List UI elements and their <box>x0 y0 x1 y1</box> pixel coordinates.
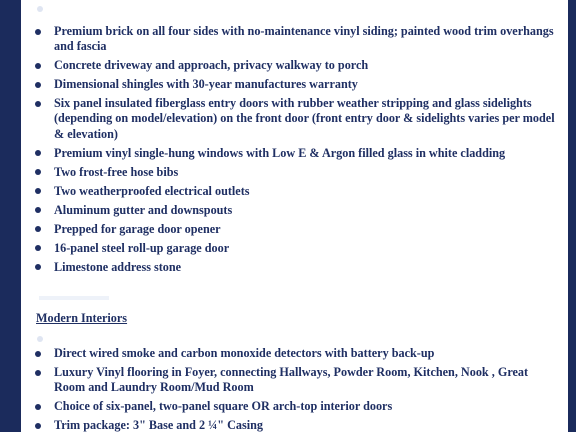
bullet-icon <box>35 63 41 69</box>
interior-features-list <box>33 346 558 432</box>
bullet-icon <box>35 264 41 270</box>
list-item: Dimensional shingles with 30-year manufactures warranty <box>33 77 558 92</box>
list-item: Two weatherproofed electrical outlets <box>33 184 558 199</box>
faint-bullet-mark <box>37 6 43 12</box>
list-item: 16-panel steel roll-up garage door <box>33 241 558 256</box>
section-heading-interiors: Modern Interiors <box>36 311 128 325</box>
list-item: Direct wired smoke and carbon monoxide detectors with battery back-up <box>33 346 558 361</box>
bullet-icon <box>35 101 41 107</box>
features-document <box>33 0 558 432</box>
page-border-left <box>0 0 21 432</box>
bullet-icon <box>35 207 41 213</box>
bullet-icon <box>35 188 41 194</box>
list-item: Aluminum gutter and downspouts <box>33 203 558 218</box>
list-item: Choice of six-panel, two-panel square OR arch-top interior doors <box>33 399 558 414</box>
bullet-icon <box>35 423 41 429</box>
bullet-icon <box>35 29 41 35</box>
bullet-icon <box>35 150 41 156</box>
list-item: Limestone address stone <box>33 260 558 275</box>
bullet-icon <box>35 351 41 357</box>
list-item: Concrete driveway and approach, privacy walkway to porch <box>33 58 558 73</box>
faint-divider <box>39 296 109 300</box>
list-item: Trim package: 3" Base and 2 ¼" Casing <box>33 418 558 432</box>
bullet-icon <box>35 82 41 88</box>
list-item: Premium vinyl single-hung windows with Low E & Argon filled glass in white cladding <box>33 146 558 161</box>
faint-bullet-mark <box>37 336 43 342</box>
list-item: Prepped for garage door opener <box>33 222 558 237</box>
list-item: Six panel insulated fiberglass entry doors with rubber weather stripping and glass sidelights (depending on model/elevation) on the front door (front entry door & sidelights varies per model & elevation) <box>33 96 558 142</box>
bullet-icon <box>35 245 41 251</box>
exterior-features-list <box>33 24 558 279</box>
bullet-icon <box>35 169 41 175</box>
bullet-icon <box>35 404 41 410</box>
list-item: Premium brick on all four sides with no-maintenance vinyl siding; painted wood trim overhangs and fascia <box>33 24 558 54</box>
list-item: Luxury Vinyl flooring in Foyer, connecting Hallways, Powder Room, Kitchen, Nook , Great Room and Laundry Room/Mud Room <box>33 365 558 395</box>
bullet-icon <box>35 226 41 232</box>
page-border-right <box>568 0 576 432</box>
bullet-icon <box>35 370 41 376</box>
list-item: Two frost-free hose bibs <box>33 165 558 180</box>
